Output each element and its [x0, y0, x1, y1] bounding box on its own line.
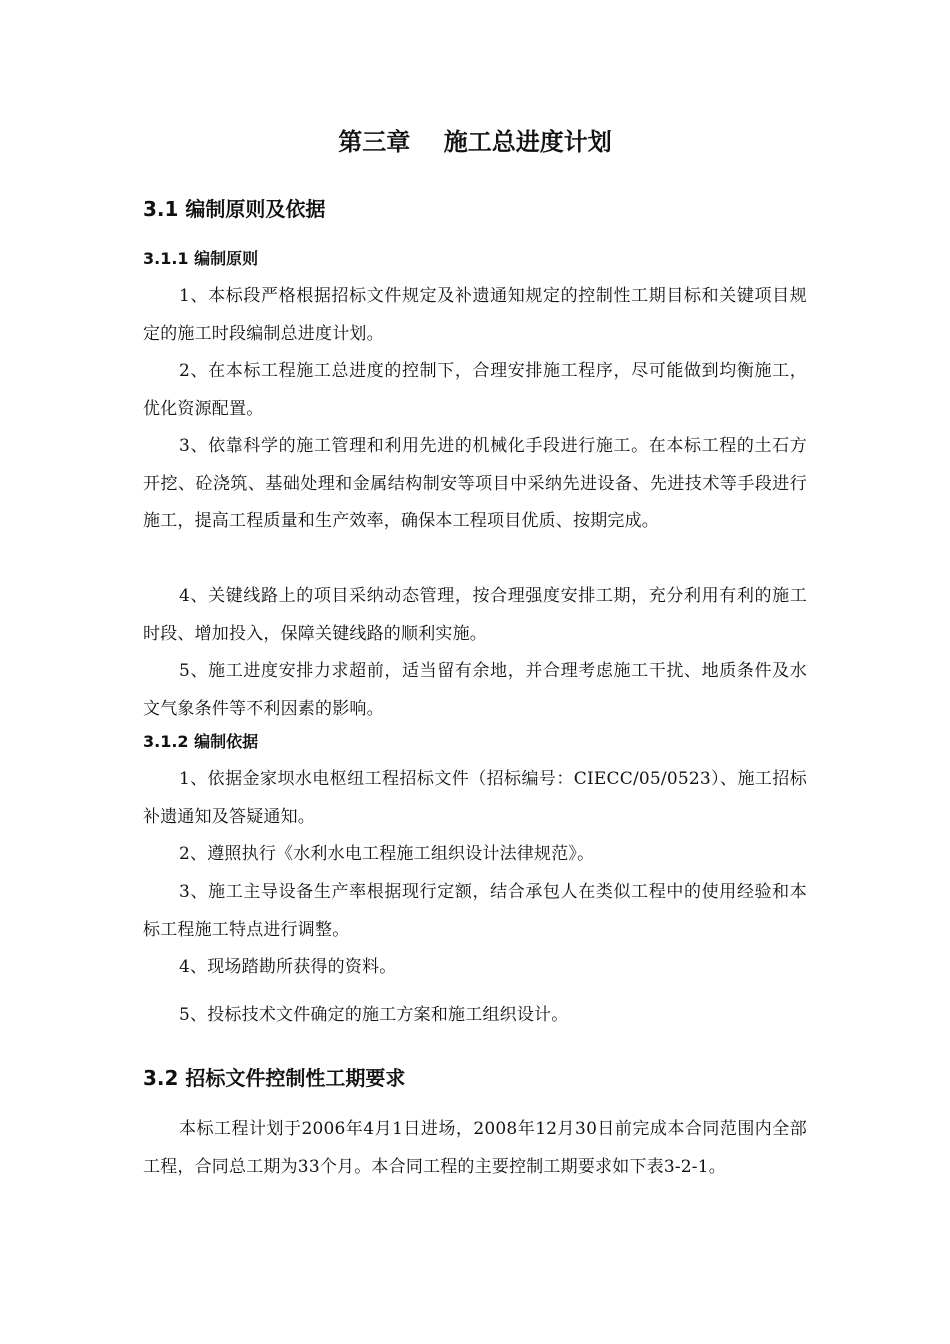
basis-paragraph-2: 2、遵照执行《水利水电工程施工组织设计法律规范》。 — [179, 844, 595, 864]
section-heading-3-2: 3.2 招标文件控制性工期要求 — [143, 1066, 406, 1090]
basis-paragraph-3: 3、施工主导设备生产率根据现行定额，结合承包人在类似工程中的使用经验和本标工程施工特点进行调整。 — [143, 882, 807, 940]
principle-paragraph-3: 3、依靠科学的施工管理和利用先进的机械化手段进行施工。在本标工程的土石方开挖、砼浇筑、基础处理和金属结构制安等项目中采纳先进设备、先进技术等手段进行施工，提高工程质量和生产效率，确保本工程项目优质、按期完成。 — [143, 436, 807, 531]
section-heading-3-1: 3.1 编制原则及依据 — [143, 197, 326, 221]
basis-paragraph-5: 5、投标技术文件确定的施工方案和施工组织设计。 — [179, 1005, 569, 1025]
subsection-heading-3-1-2: 3.1.2 编制依据 — [143, 732, 259, 751]
principle-paragraph-2: 2、在本标工程施工总进度的控制下，合理安排施工程序，尽可能做到均衡施工，优化资源配置。 — [143, 361, 807, 419]
subsection-heading-3-1-1: 3.1.1 编制原则 — [143, 249, 259, 268]
principle-paragraph-1: 1、本标段严格根据招标文件规定及补遗通知规定的控制性工期目标和关键项目规定的施工时段编制总进度计划。 — [143, 286, 807, 344]
chapter-title: 第三章 施工总进度计划 — [338, 128, 612, 156]
schedule-requirement-paragraph: 本标工程计划于2006年4月1日进场，2008年12月30日前完成本合同范围内全部工程，合同总工期为33个月。本合同工程的主要控制工期要求如下表3-2-1。 — [143, 1119, 807, 1177]
basis-paragraph-4: 4、现场踏勘所获得的资料。 — [179, 957, 397, 977]
basis-paragraph-1: 1、依据金家坝水电枢纽工程招标文件（招标编号：CIECC/05/0523）、施工招标补遗通知及答疑通知。 — [143, 769, 807, 827]
principle-paragraph-5: 5、施工进度安排力求超前，适当留有余地，并合理考虑施工干扰、地质条件及水文气象条件等不利因素的影响。 — [143, 661, 807, 719]
principle-paragraph-4: 4、关键线路上的项目采纳动态管理，按合理强度安排工期，充分利用有利的施工时段、增加投入，保障关键线路的顺利实施。 — [143, 586, 807, 644]
